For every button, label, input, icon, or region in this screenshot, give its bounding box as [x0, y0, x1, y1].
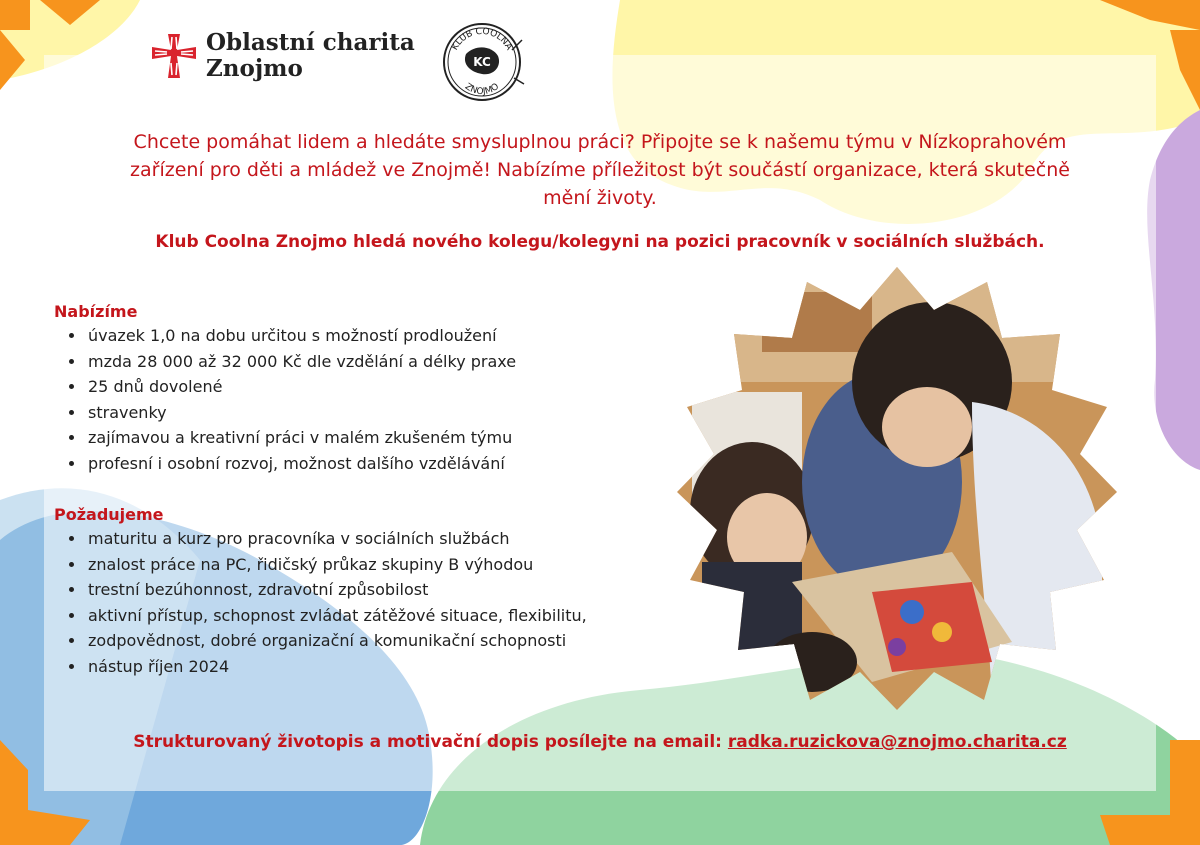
job-headline: Klub Coolna Znojmo hledá nového kolegu/kolegyni na pozici pracovník v sociálních službách.	[155, 232, 1045, 252]
requirements-title: Požadujeme	[54, 505, 164, 524]
requirement-item: • znalost práce na PC, řidičský průkaz skupiny B výhodou	[86, 552, 674, 578]
offer-item: • 25 dnů dovolené	[86, 374, 674, 400]
requirement-item: • trestní bezúhonnost, zdravotní způsobilost	[86, 577, 674, 603]
requirements-list	[54, 526, 674, 679]
klub-logo-bottom-text: ZNOJMO	[462, 81, 502, 98]
offers-title: Nabízíme	[54, 302, 138, 321]
footer-text: Strukturovaný životopis a motivační dopis posílejte na email:	[133, 732, 728, 752]
footer-contact	[60, 732, 1140, 752]
intro-text: Chcete pomáhat lidem a hledáte smysluplnou práci? Připojte se k našemu týmu v Nízkoprahovém zařízení pro děti a mládež ve Znojmě! Nabízíme příležitost být součástí organizace, která skutečně mění životy.	[130, 131, 1070, 209]
klub-logo-top-text: KLUB COOLNA	[450, 26, 514, 53]
charita-logo	[150, 30, 415, 82]
offer-item: • profesní i osobní rozvoj, možnost dalšího vzdělávání	[86, 451, 674, 477]
offer-item: • stravenky	[86, 400, 674, 426]
charita-name-line2: Znojmo	[206, 55, 303, 82]
children-photo	[672, 262, 1122, 712]
email-link[interactable]: radka.ruzickova@znojmo.charita.cz	[727, 732, 1067, 752]
requirements-section	[54, 505, 674, 679]
requirement-item: • maturitu a kurz pro pracovníka v sociálních službách	[86, 526, 674, 552]
requirement-item: • nástup říjen 2024	[86, 654, 674, 680]
requirement-item: • aktivní přístup, schopnost zvládat zátěžové situace, flexibilitu,	[86, 603, 674, 629]
offer-item: • mzda 28 000 až 32 000 Kč dle vzdělání a délky praxe	[86, 349, 674, 375]
offers-section	[54, 302, 674, 476]
offer-item: • úvazek 1,0 na dobu určitou s možností prodloužení	[86, 323, 674, 349]
klub-coolna-logo	[436, 20, 528, 102]
charita-name-line1: Oblastní charita	[206, 29, 415, 56]
requirement-item: • zodpovědnost, dobré organizační a komunikační schopnosti	[86, 628, 674, 654]
offer-item: • zajímavou a kreativní práci v malém zkušeném týmu	[86, 425, 674, 451]
offers-list	[54, 323, 674, 476]
klub-logo-initials: KC	[473, 55, 491, 69]
charita-cross-icon	[150, 32, 198, 80]
